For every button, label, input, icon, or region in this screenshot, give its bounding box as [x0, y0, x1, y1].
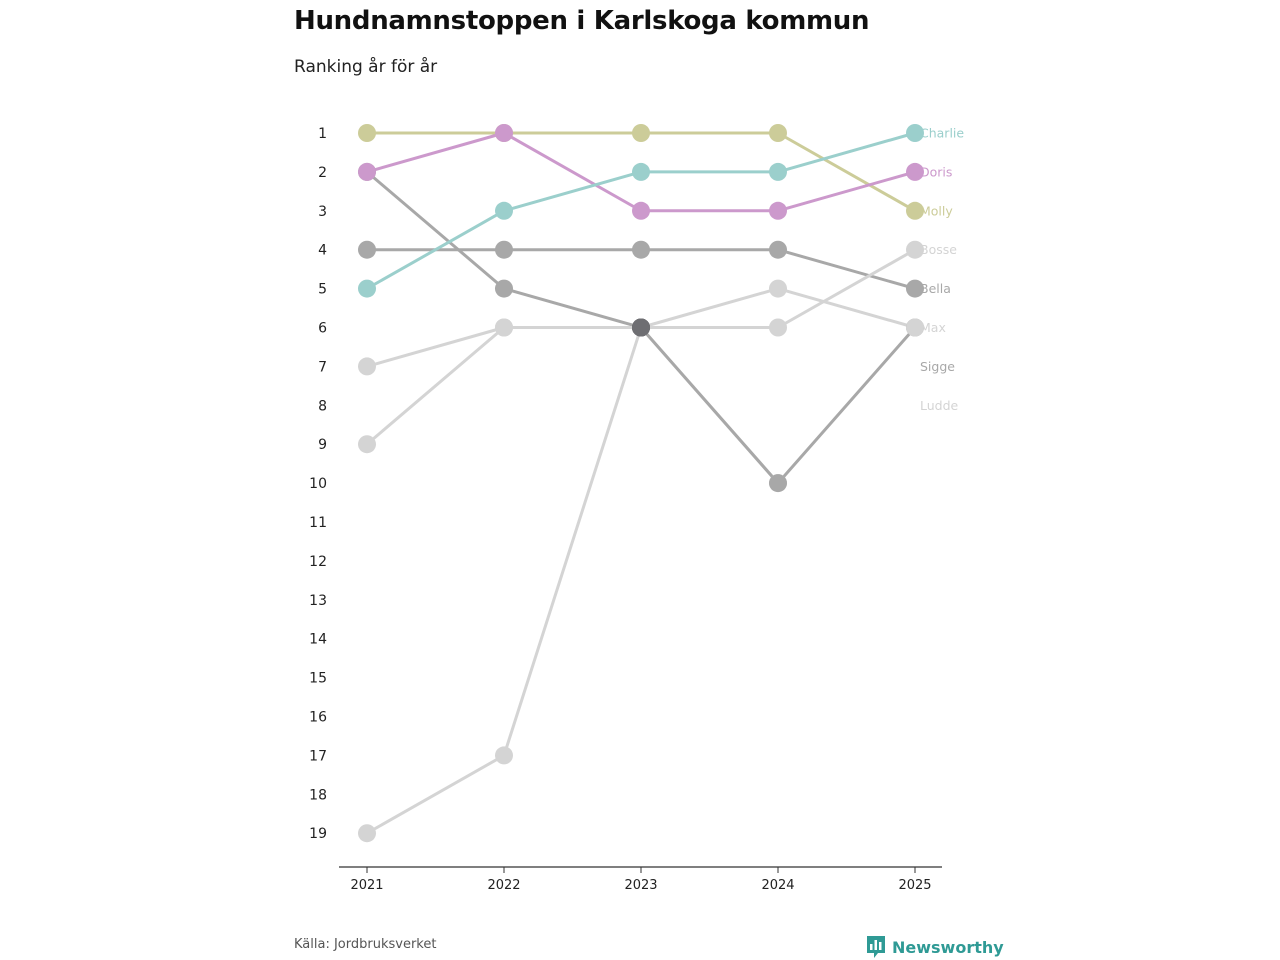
y-tick-label: 4 [318, 242, 327, 259]
series-label-max: Max [920, 320, 946, 335]
y-tick-label: 11 [309, 515, 327, 531]
y-tick-label: 3 [318, 203, 327, 220]
y-tick-label: 19 [309, 826, 327, 843]
data-point-doris [769, 202, 787, 220]
data-point-sigge [769, 474, 787, 492]
chart-subtitle: Ranking år för år [294, 57, 438, 77]
data-point-bosse [632, 319, 650, 337]
source-note: Källa: Jordbruksverket [294, 937, 437, 952]
series-label-bella: Bella [920, 281, 951, 297]
newsworthy-logo-icon [866, 935, 886, 959]
x-tick-label: 2024 [761, 878, 795, 893]
data-point-charlie [632, 163, 650, 181]
brand-name: Newsworthy [892, 937, 1004, 957]
data-point-bella [632, 241, 650, 259]
y-tick-label: 2 [318, 164, 327, 181]
x-tick-label: 2022 [487, 878, 521, 893]
y-tick-label: 16 [309, 709, 327, 726]
data-point-max [769, 280, 787, 298]
newsworthy-logo [866, 935, 1004, 959]
data-point-molly [769, 124, 787, 142]
data-point-molly [632, 124, 650, 142]
data-point-sigge [495, 280, 513, 298]
data-point-bosse [769, 319, 787, 337]
data-point-bosse [358, 824, 376, 842]
data-point-bosse [495, 746, 513, 764]
x-tick-label: 2025 [898, 878, 932, 893]
data-point-bella [495, 241, 513, 259]
data-point-bella [358, 241, 376, 259]
x-tick-label: 2023 [624, 878, 658, 893]
data-point-ludde [358, 357, 376, 375]
x-tick-label: 2021 [350, 878, 384, 893]
series-label-doris: Doris [920, 164, 953, 180]
data-point-charlie [769, 163, 787, 181]
data-point-charlie [358, 280, 376, 298]
y-tick-label: 12 [309, 553, 327, 570]
data-point-bella [769, 241, 787, 259]
y-tick-label: 17 [309, 748, 327, 765]
y-tick-label: 9 [318, 437, 327, 454]
data-point-molly [358, 124, 376, 142]
series-label-sigge: Sigge [920, 358, 955, 374]
series-line-bosse [367, 250, 915, 834]
y-tick-label: 1 [318, 126, 327, 142]
y-tick-label: 15 [309, 670, 327, 687]
data-point-max [358, 435, 376, 453]
y-tick-label: 10 [309, 476, 327, 493]
series-line-ludde [367, 328, 778, 484]
y-tick-label: 8 [318, 398, 327, 415]
data-point-doris [358, 163, 376, 181]
chart-title: Hundnamnstoppen i Karlskoga kommun [294, 6, 870, 36]
y-tick-label: 5 [318, 281, 327, 298]
y-tick-label: 6 [318, 320, 327, 337]
y-tick-label: 14 [309, 631, 327, 648]
data-point-charlie [495, 202, 513, 220]
series-label-charlie: Charlie [920, 125, 965, 141]
series-label-molly: Molly [920, 203, 953, 219]
data-point-max [495, 319, 513, 337]
y-tick-label: 7 [318, 359, 327, 376]
series-label-bosse: Bosse [920, 242, 957, 258]
data-point-doris [495, 124, 513, 142]
y-tick-label: 18 [309, 787, 327, 804]
data-point-doris [632, 202, 650, 220]
series-label-ludde: Ludde [920, 397, 959, 413]
y-tick-label: 13 [309, 592, 327, 609]
